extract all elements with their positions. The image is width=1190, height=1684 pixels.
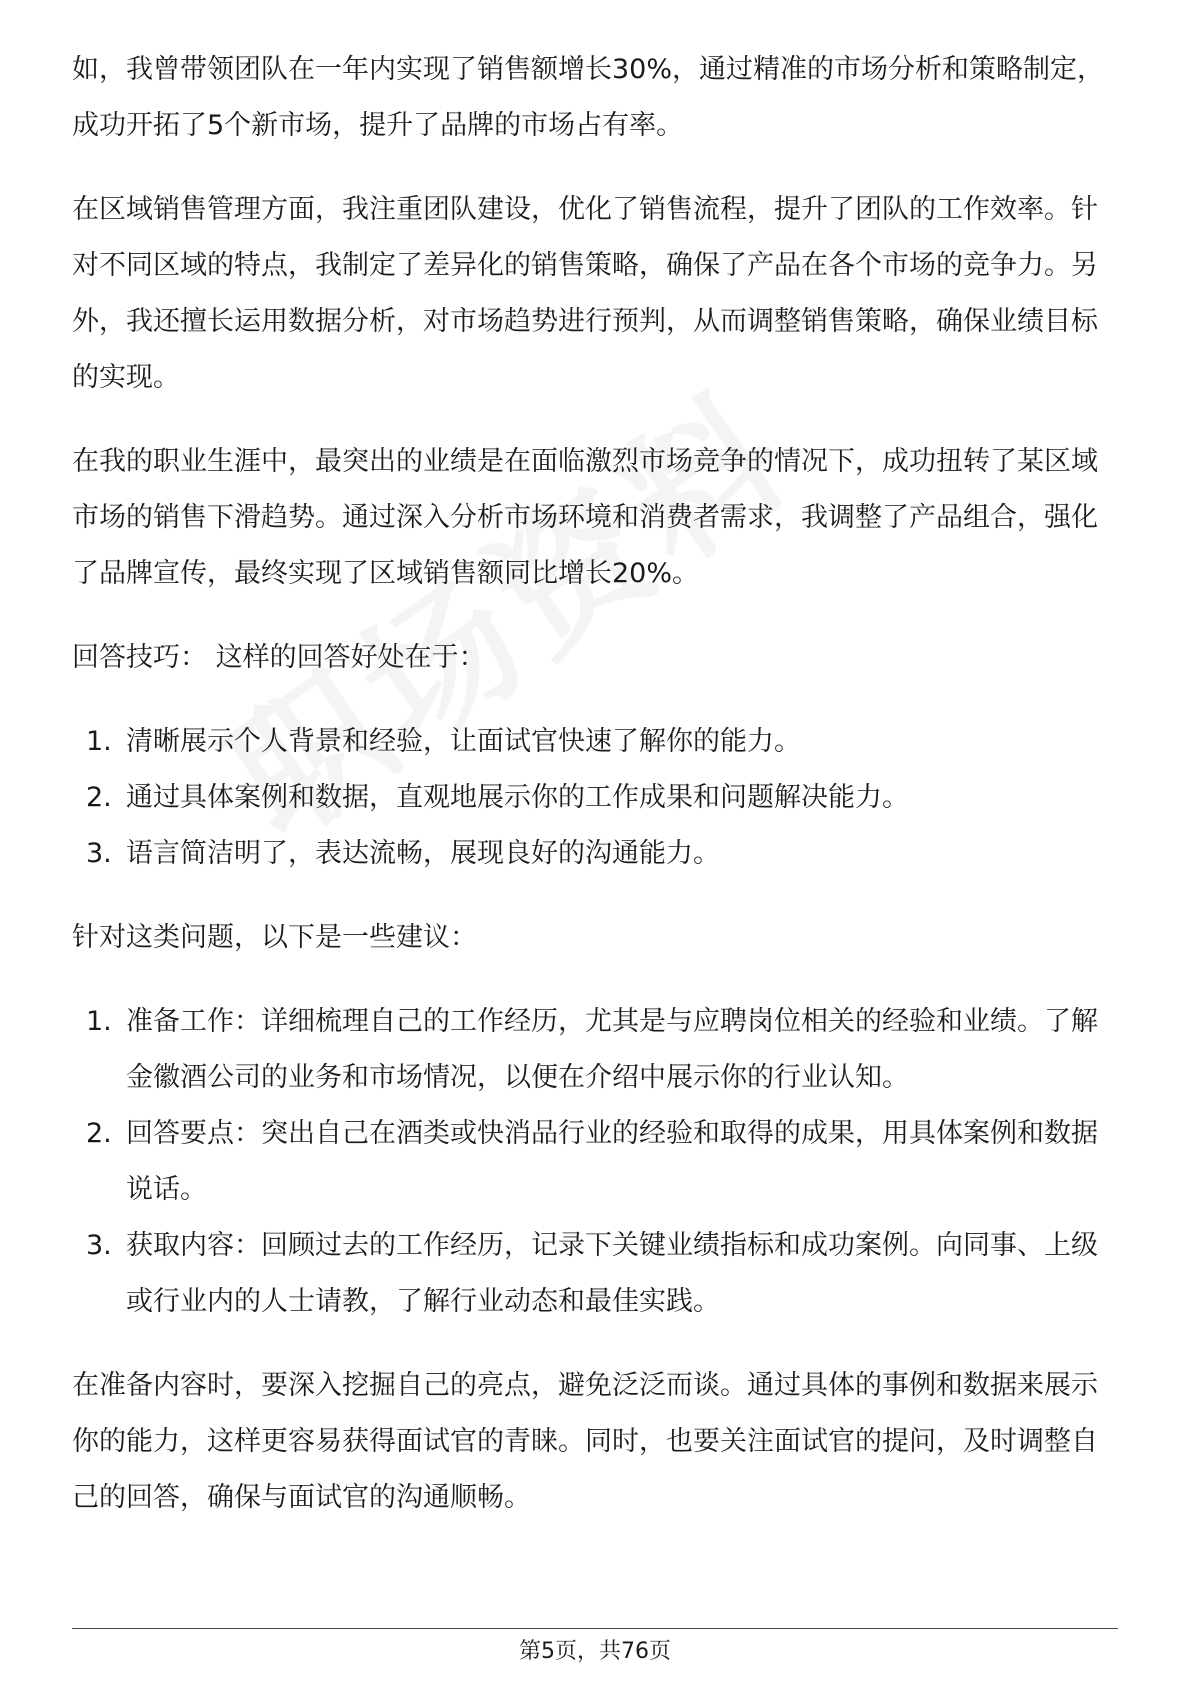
list-item (72, 1106, 1122, 1218)
list-text: 语言简洁明了，表达流畅，展现良好的沟通能力。 (126, 838, 720, 869)
tips-heading: 回答技巧： 这样的回答好处在于： (72, 642, 486, 673)
page-number: 第5页，共76页 (519, 1639, 671, 1664)
paragraph-regional-management: 在区域销售管理方面，我注重团队建设，优化了销售流程，提升了团队的工作效率。针对不同区域的特点，我制定了差异化的销售策略，确保了产品在各个市场的竞争力。另外，我还擅长运用数据分析，对市场趋势进行预判，从而调整销售策略，确保业绩目标的实现。 (72, 194, 1098, 393)
advice-list (72, 994, 1122, 1330)
list-number: 2. (86, 782, 112, 813)
list-number: 3. (86, 1230, 112, 1261)
list-text: 通过具体案例和数据，直观地展示你的工作成果和问题解决能力。 (126, 782, 909, 813)
footer-divider (72, 1628, 1118, 1629)
advice-heading: 针对这类问题，以下是一些建议： (72, 922, 477, 953)
paragraph-closing: 在准备内容时，要深入挖掘自己的亮点，避免泛泛而谈。通过具体的事例和数据来展示你的能力，这样更容易获得面试官的青睐。同时，也要关注面试官的提问，及时调整自己的回答，确保与面试官的沟通顺畅。 (72, 1370, 1098, 1513)
list-item (72, 994, 1122, 1106)
list-item (72, 714, 1122, 770)
list-item (72, 1218, 1122, 1330)
list-text: 准备工作：详细梳理自己的工作经历，尤其是与应聘岗位相关的经验和业绩。了解金徽酒公司的业务和市场情况，以便在介绍中展示你的行业认知。 (126, 1006, 1098, 1093)
tips-list (72, 714, 1122, 882)
list-number: 1. (86, 726, 112, 757)
paragraph-intro: 如，我曾带领团队在一年内实现了销售额增长30%，通过精准的市场分析和策略制定，成功开拓了5个新市场，提升了品牌的市场占有率。 (72, 54, 1105, 141)
document-body (72, 42, 1122, 1526)
list-number: 3. (86, 838, 112, 869)
list-text: 获取内容：回顾过去的工作经历，记录下关键业绩指标和成功案例。向同事、上级或行业内的人士请教，了解行业动态和最佳实践。 (126, 1230, 1098, 1317)
list-item (72, 770, 1122, 826)
list-number: 1. (86, 1006, 112, 1037)
list-item (72, 826, 1122, 882)
list-number: 2. (86, 1118, 112, 1149)
list-text: 清晰展示个人背景和经验，让面试官快速了解你的能力。 (126, 726, 801, 757)
paragraph-achievement: 在我的职业生涯中，最突出的业绩是在面临激烈市场竞争的情况下，成功扭转了某区域市场的销售下滑趋势。通过深入分析市场环境和消费者需求，我调整了产品组合，强化了品牌宣传，最终实现了区域销售额同比增长20%。 (72, 446, 1098, 589)
list-text: 回答要点：突出自己在酒类或快消品行业的经验和取得的成果，用具体案例和数据说话。 (126, 1118, 1098, 1205)
